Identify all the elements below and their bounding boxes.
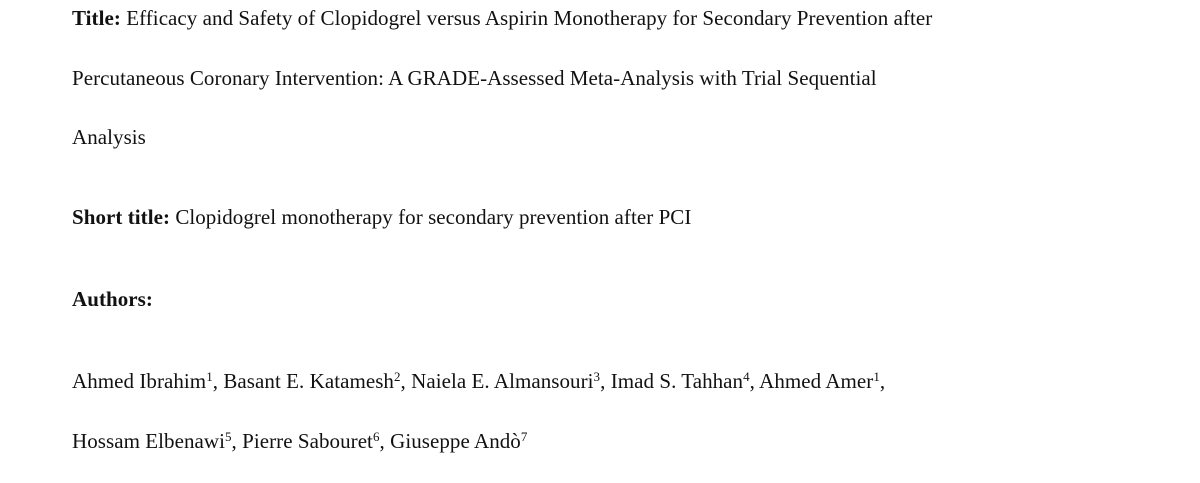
author-separator: ,: [231, 429, 243, 453]
author-affiliation: 2: [393, 368, 401, 384]
author-affiliation: 5: [224, 428, 232, 444]
authors-heading: Authors:: [72, 287, 153, 311]
author-separator: ,: [212, 369, 224, 393]
title-text-line-1: Efficacy and Safety of Clopidogrel versus Aspirin Monotherapy for Secondary Prevention after: [126, 6, 933, 30]
author-separator: ,: [749, 369, 760, 393]
title-text-line-2: Percutaneous Coronary Intervention: A GRADE-Assessed Meta-Analysis with Trial Sequential: [72, 66, 877, 90]
title-text-line-3: Analysis: [72, 125, 146, 149]
author-affiliation: 4: [743, 368, 750, 384]
author-name: Hossam Elbenawi: [72, 429, 225, 453]
author-affiliation: 7: [520, 428, 528, 444]
title-line-2: [72, 65, 877, 91]
short-title-label: Short title:: [72, 205, 170, 229]
author-name: Ahmed Amer: [759, 369, 874, 393]
authors-line-1: [72, 368, 885, 394]
author-separator: ,: [400, 369, 412, 393]
author-name: Naiela E. Almansouri: [411, 369, 594, 393]
author-affiliation: 3: [593, 368, 601, 384]
author-name: Pierre Sabouret: [242, 429, 373, 453]
author-affiliation: 6: [372, 428, 380, 444]
author-separator: ,: [600, 369, 611, 393]
author-separator: ,: [379, 429, 391, 453]
author-name: Basant E. Katamesh: [223, 369, 394, 393]
author-affiliation: 1: [873, 368, 880, 384]
title-line-3: [72, 124, 146, 150]
author-name: Imad S. Tahhan: [610, 369, 744, 393]
author-name: Giuseppe Andò: [390, 429, 521, 453]
short-title-line: [72, 204, 691, 230]
short-title-text: Clopidogrel monotherapy for secondary prevention after PCI: [175, 205, 692, 229]
authors-line-2: [72, 428, 527, 454]
author-name: Ahmed Ibrahim: [72, 369, 207, 393]
author-separator: ,: [879, 369, 886, 393]
title-label: Title:: [72, 6, 121, 30]
author-affiliation: 1: [206, 368, 213, 384]
title-line-1: [72, 5, 932, 31]
